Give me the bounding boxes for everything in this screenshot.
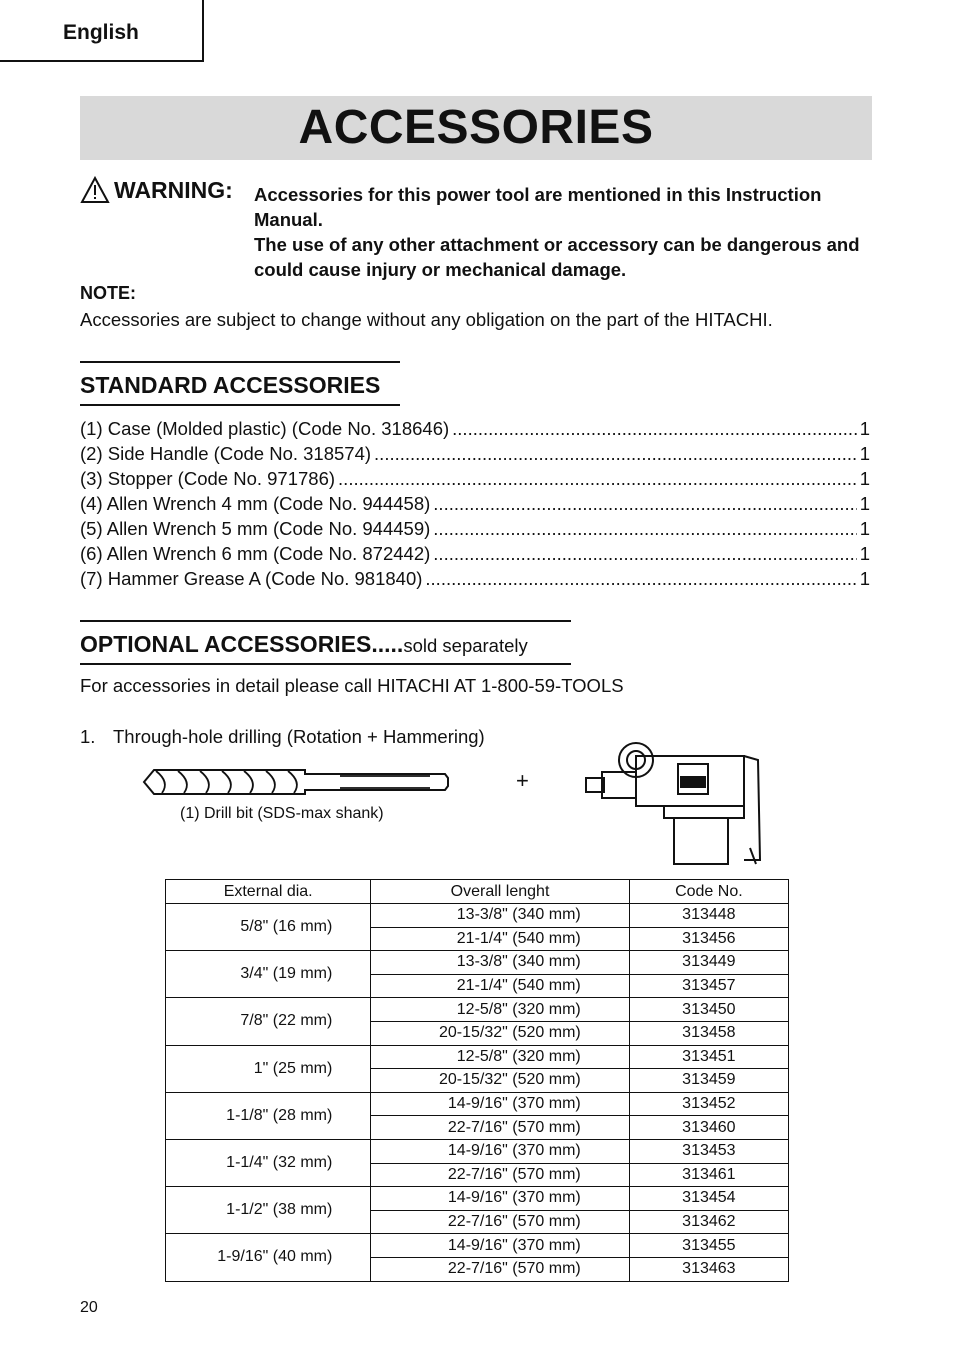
plus-sign: + (516, 768, 529, 793)
length-cell: 14-9/16" (370 mm) (371, 1092, 629, 1116)
table-row (166, 1139, 789, 1163)
length-cell: 13-3/8" (340 mm) (371, 904, 629, 928)
warning-line-2: The use of any other attachment or accessory can be dangerous and could cause injury or mechanical damage. (254, 234, 860, 280)
table-row (166, 1234, 789, 1258)
list-item (80, 441, 870, 466)
table-row (166, 1092, 789, 1116)
length-cell: 14-9/16" (370 mm) (371, 1139, 629, 1163)
length-cell: 21-1/4" (540 mm) (371, 974, 629, 998)
standard-accessories-heading (80, 361, 400, 406)
language-tab (0, 0, 204, 62)
header-code-no: Code No. (629, 880, 788, 904)
drill-bit-table (165, 879, 789, 1282)
code-cell: 313461 (629, 1163, 788, 1187)
length-cell: 22-7/16" (570 mm) (371, 1210, 629, 1234)
warning-line-1: Accessories for this power tool are mentioned in this Instruction Manual. (254, 184, 822, 230)
code-cell: 313462 (629, 1210, 788, 1234)
item-1-heading (80, 726, 485, 748)
length-cell: 22-7/16" (570 mm) (371, 1116, 629, 1140)
code-cell: 313448 (629, 904, 788, 928)
dia-cell: 5/8" (16 mm) (166, 904, 371, 951)
dia-cell: 1-9/16" (40 mm) (166, 1234, 371, 1281)
code-cell: 313451 (629, 1045, 788, 1069)
optional-subheading: sold separately (403, 635, 528, 656)
header-external-dia: External dia. (166, 880, 371, 904)
list-item (80, 541, 870, 566)
code-cell: 313456 (629, 927, 788, 951)
drill-bit-illustration (140, 762, 452, 802)
length-cell: 13-3/8" (340 mm) (371, 951, 629, 975)
code-cell: 313453 (629, 1139, 788, 1163)
item-1-text: Through-hole drilling (Rotation + Hammering) (113, 726, 485, 747)
standard-heading-text: STANDARD ACCESSORIES (80, 372, 381, 398)
list-item (80, 566, 870, 591)
code-cell: 313454 (629, 1187, 788, 1211)
dia-cell: 3/4" (19 mm) (166, 951, 371, 998)
item-qty: 1 (859, 418, 870, 439)
dia-cell: 1" (25 mm) (166, 1045, 371, 1092)
code-cell: 313450 (629, 998, 788, 1022)
dia-cell: 7/8" (22 mm) (166, 998, 371, 1045)
warning-label-text: WARNING: (114, 176, 233, 203)
item-name: (2) Side Handle (Code No. 318574) (80, 443, 372, 464)
optional-heading-text: OPTIONAL ACCESSORIES..... (80, 631, 404, 657)
item-1-number: 1. (80, 726, 96, 747)
item-qty: 1 (859, 443, 870, 464)
standard-accessories-list (80, 416, 870, 591)
length-cell: 20-15/32" (520 mm) (371, 1069, 629, 1093)
code-cell: 313449 (629, 951, 788, 975)
list-item (80, 516, 870, 541)
item-qty: 1 (859, 568, 870, 589)
item-name: (6) Allen Wrench 6 mm (Code No. 872442) (80, 543, 431, 564)
item-name: (1) Case (Molded plastic) (Code No. 318646) (80, 418, 450, 439)
optional-accessories-heading (80, 620, 571, 665)
title-bar (80, 96, 872, 160)
code-cell: 313463 (629, 1257, 788, 1281)
warning-text (254, 182, 874, 282)
list-item (80, 491, 870, 516)
warning-triangle-icon (80, 176, 110, 204)
length-cell: 12-5/8" (320 mm) (371, 1045, 629, 1069)
warning-label (80, 176, 233, 204)
length-cell: 14-9/16" (370 mm) (371, 1234, 629, 1258)
language-label: English (63, 21, 139, 44)
rotary-hammer-illustration (580, 738, 770, 870)
header-overall-length: Overall lenght (371, 880, 629, 904)
item-qty: 1 (859, 543, 870, 564)
item-qty: 1 (859, 518, 870, 539)
item-name: (7) Hammer Grease A (Code No. 981840) (80, 568, 423, 589)
code-cell: 313455 (629, 1234, 788, 1258)
note-label: NOTE: (80, 283, 136, 303)
item-name: (4) Allen Wrench 4 mm (Code No. 944458) (80, 493, 431, 514)
length-cell: 20-15/32" (520 mm) (371, 1021, 629, 1045)
table-row (166, 951, 789, 975)
item-qty: 1 (859, 493, 870, 514)
table-header-row (166, 880, 789, 904)
item-name: (3) Stopper (Code No. 971786) (80, 468, 336, 489)
code-cell: 313457 (629, 974, 788, 998)
code-cell: 313460 (629, 1116, 788, 1140)
list-item (80, 416, 870, 441)
table-row (166, 1045, 789, 1069)
dia-cell: 1-1/2" (38 mm) (166, 1187, 371, 1234)
dia-cell: 1-1/8" (28 mm) (166, 1092, 371, 1139)
call-info: For accessories in detail please call HITACHI AT 1-800-59-TOOLS (80, 675, 624, 696)
drill-bit-caption: (1) Drill bit (SDS-max shank) (180, 805, 384, 822)
length-cell: 22-7/16" (570 mm) (371, 1163, 629, 1187)
length-cell: 22-7/16" (570 mm) (371, 1257, 629, 1281)
table-row (166, 1187, 789, 1211)
table-row (166, 904, 789, 928)
code-cell: 313458 (629, 1021, 788, 1045)
item-name: (5) Allen Wrench 5 mm (Code No. 944459) (80, 518, 431, 539)
page-number: 20 (80, 1299, 98, 1316)
table-row (166, 998, 789, 1022)
note-text: Accessories are subject to change without any obligation on the part of the HITACHI. (80, 309, 773, 330)
code-cell: 313459 (629, 1069, 788, 1093)
page-title: ACCESSORIES (298, 101, 654, 154)
item-qty: 1 (859, 468, 870, 489)
dia-cell: 1-1/4" (32 mm) (166, 1139, 371, 1186)
length-cell: 12-5/8" (320 mm) (371, 998, 629, 1022)
code-cell: 313452 (629, 1092, 788, 1116)
list-item (80, 466, 870, 491)
length-cell: 14-9/16" (370 mm) (371, 1187, 629, 1211)
length-cell: 21-1/4" (540 mm) (371, 927, 629, 951)
